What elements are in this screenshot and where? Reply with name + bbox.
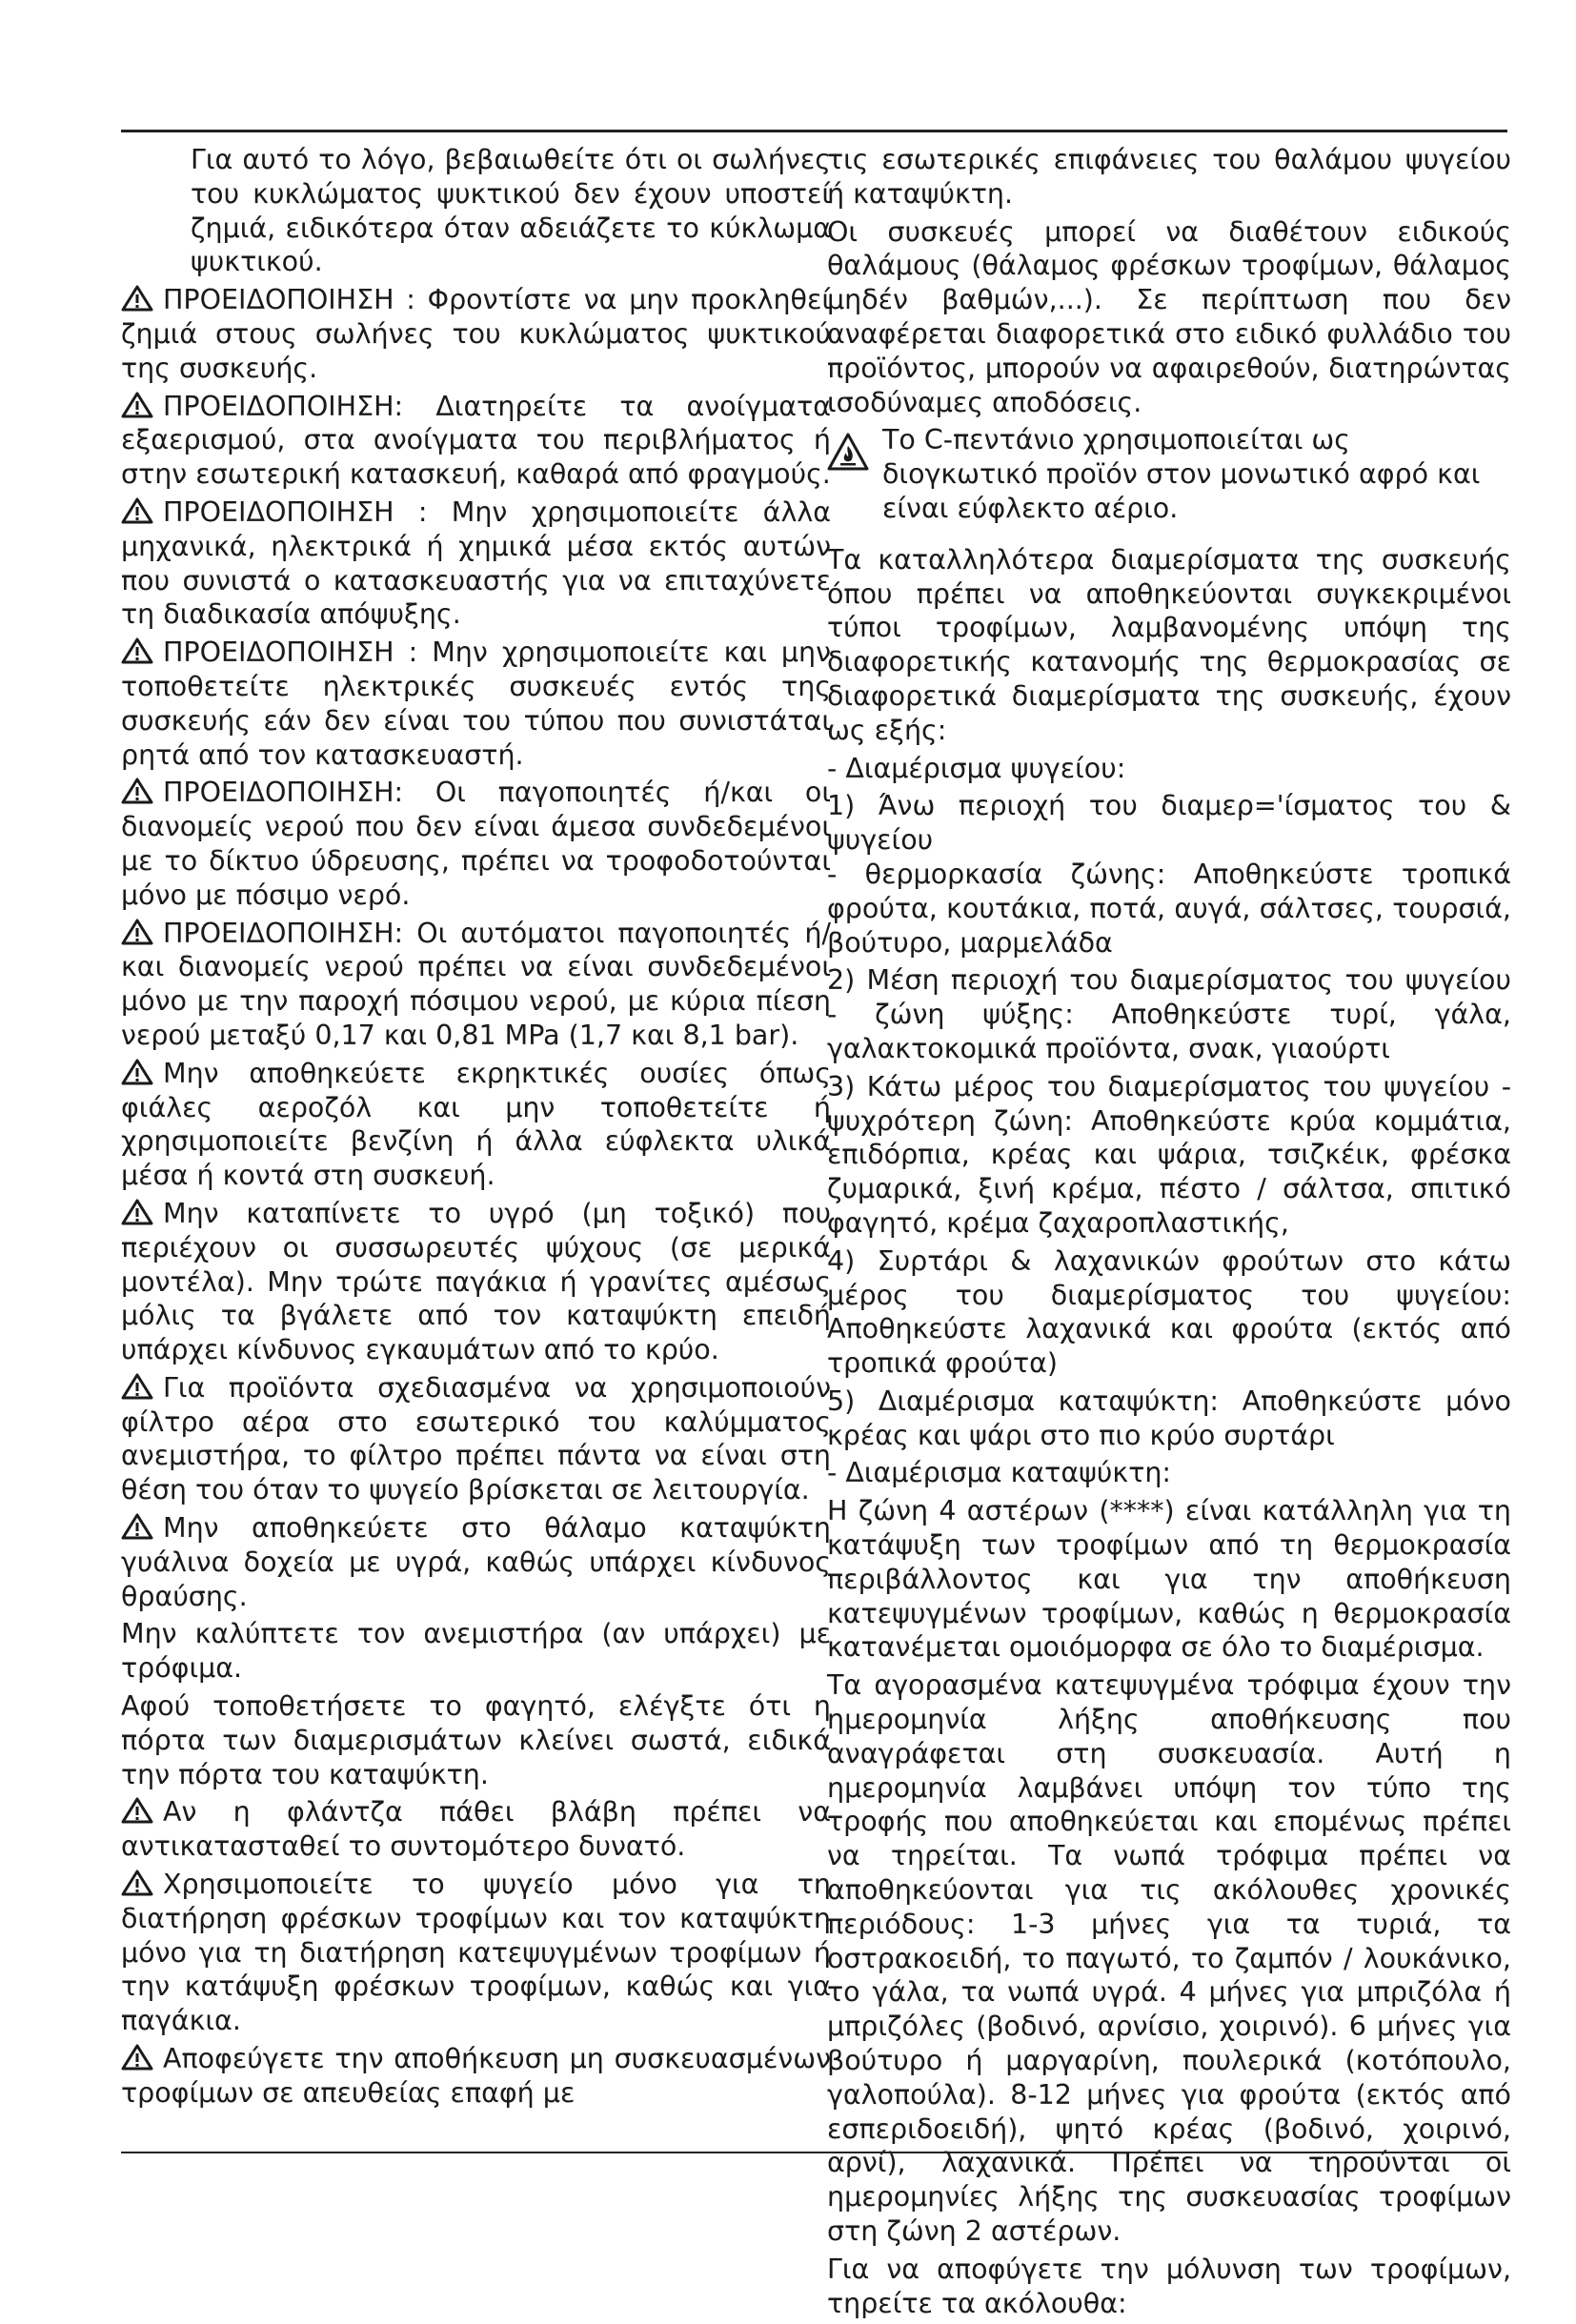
warning-paragraph: ΠΡΟΕΙΔΟΠΟΙΗΣΗ : Μην χρησιμοποιείτε άλλα μηχανικά, ηλεκτρικά ή χημικά μέσα εκτός αυτών που συνιστά ο κατασκευαστής για να επιταχύνετε τη διαδικασία απόψυξης. [121,495,831,631]
warning-icon [121,1797,153,1824]
flammable-warning-icon [827,433,869,471]
warning-paragraph: Χρησιμοποιείτε το ψυγείο μόνο για τη διατήρηση φρέσκων τροφίμων και τον καταψύκτη μόνο για τη διατήρηση κατεψυγμένων τροφίμων ή την κατάψυξη φρέσκων τροφίμων, καθώς και για παγάκια. [121,1869,831,2037]
zone-3-text: 3) Κάτω μέρος του διαμερίσματος του ψυγείου - ψυχρότερη ζώνη: Αποθηκεύστε κρύα κομμάτια, επιδόρπια, κρέας και ψάρια, τσιζκέικ, φρέσκα ζυμαρικά, ξινή κρέμα, πέστο / σάλτσα, σπιτικό φαγητό, κρέμα ζαχαροπλαστικής, [827,1070,1511,1239]
paragraph: Αφού τοποθετήσετε το φαγητό, ελέγξτε ότι η πόρτα των διαμερισμάτων κλείνει σωστά, ειδικά την πόρτα του καταψύκτη. [121,1690,831,1790]
warning-icon [121,1059,153,1085]
warning-icon [121,1373,153,1400]
warning-icon [121,392,153,418]
warning-paragraph: Για προϊόντα σχεδιασμένα να χρησιμοποιούν φίλτρο αέρα στο εσωτερικό του καλύμματος ανεμιστήρα, το φίλτρο πρέπει πάντα να είναι στη θέση του όταν το ψυγείο βρίσκεται σε λειτουργία. [121,1371,831,1506]
paragraph: Για αυτό το λόγο, βεβαιωθείτε ότι οι σωλήνες του κυκλώματος ψυκτικού δεν έχουν υποστεί ζημιά, ειδικότερα όταν αδειάζετε το κύκλωμα ψυκτικού. [191,144,831,278]
warning-icon [121,2044,153,2071]
warning-paragraph: Μην αποθηκεύετε εκρηκτικές ουσίες όπως φιάλες αεροζόλ και μην τοποθετείτε ή χρησιμοποιείτε βενζίνη ή άλλα εύφλεκτα υλικά μέσα ή κοντά στη συσκευή. [121,1057,831,1192]
zone-5-text: 5) Διαμέρισμα καταψύκτη: Αποθηκεύστε μόνο κρέας και ψάρι στο πιο κρύο συρτάρι [827,1384,1511,1451]
flammable-note [827,423,1511,525]
bottom-rule [121,2152,1507,2153]
paragraph: Μην καλύπτετε τον ανεμιστήρα (αν υπάρχει) με τρόφιμα. [121,1618,831,1685]
warning-icon [121,497,153,524]
paragraph: Τα αγορασμένα κατεψυγμένα τρόφιμα έχουν την ημερομηνία λήξης αποθήκευσης που αναγράφεται στη συσκευασία. Αυτή η ημερομηνία λαμβάνει υπόψη τον τύπο της τροφής που αποθηκεύεται και επομένως πρέπει να τηρείται. Τα νωπά τρόφιμα πρέπει να αποθηκεύονται για τις ακόλουθες χρονικές περιόδους: 1-3 μήνες για τα τυριά, τα οστρακοειδή, το παγωτό, το ζαμπόν / λουκάνικο, το γάλα, τα νωπά υγρά. 4 μήνες για μπριζόλα ή μπριζόλες (βοδινό, αρνίσιο, χοιρινό). 6 μήνες για βούτυρο ή μαργαρίνη, πουλερικά (κοτόπουλο, γαλοπούλα). 8-12 μήνες για φρούτα (εκτός από εσπεριδοειδή), ψητό κρέας (βοδινό, χοιρινό, αρνί), λαχανικά. Πρέπει να τηρούνται οι ημερομηνίες λήξης της συσκευασίας τροφίμων στη ζώνη 2 αστέρων. [827,1669,1511,2248]
top-rule [121,130,1507,132]
paragraph: τις εσωτερικές επιφάνειες του θαλάμου ψυγείου ή καταψύκτη. [827,144,1511,210]
warning-icon [121,637,153,664]
warning-icon [121,285,153,312]
warning-paragraph: ΠΡΟΕΙΔΟΠΟΙΗΣΗ: Οι αυτόματοι παγοποιητές ή/και διανομείς νερού πρέπει να είναι συνδεδεμένοι μόνο με την παροχή πόσιμου νερού, με κύρια πίεση νερού μεταξύ 0,17 και 0,81 MPa (1,7 και 8,1 bar). [121,917,831,1051]
paragraph: Για να αποφύγετε την μόλυνση των τροφίμων, τηρείτε τα ακόλουθα: [827,2253,1511,2319]
fridge-heading: - Διαμέρισμα ψυγείου: [827,752,1126,784]
warning-paragraph: Μην καταπίνετε το υγρό (μη τοξικό) που περιέχουν οι συσσωρευτές ψύχους (σε μερικά μοντέλα). Μην τρώτε παγάκια ή γρανίτες αμέσως μόλις τα βγάλετε από τον καταψύκτη επειδή υπάρχει κίνδυνος εγκαυμάτων από το κρύο. [121,1197,831,1366]
warning-icon [121,1199,153,1225]
warning-paragraph: Μην αποθηκεύετε στο θάλαμο καταψύκτη γυάλινα δοχεία με υγρά, καθώς υπάρχει κίνδυνος θραύσης. [121,1512,831,1612]
paragraph: Η ζώνη 4 αστέρων (****) είναι κατάλληλη για τη κατάψυξη των τροφίμων από τη θερμοκρασία περιβάλλοντος και για την αποθήκευση κατεψυγμένων τροφίμων, καθώς η θερμοκρασία κατανέμεται ομοιόμορφα σε όλο το διαμέρισμα. [827,1495,1511,1664]
zone-2-text: 2) Μέση περιοχή του διαμερίσματος του ψυγείου - ζώνη ψύξης: Αποθηκεύστε τυρί, γάλα, γαλακτοκομικά προϊόντα, σνακ, γιαούρτι [827,964,1511,1064]
freezer-heading: - Διαμέρισμα καταψύκτη: [827,1457,1172,1489]
warning-icon [121,1513,153,1540]
zone-1-text: - θερμορκασία ζώνης: Αποθηκεύστε τροπικά φρούτα, κουτάκια, ποτά, αυγά, σάλτσες, τουρσιά, βούτυρο, μαρμελάδα [827,858,1511,959]
warning-paragraph: ΠΡΟΕΙΔΟΠΟΙΗΣΗ : Μην χρησιμοποιείτε και μην τοποθετείτε ηλεκτρικές συσκευές εντός της συσκευής εάν δεν είναι του τύπου που συνιστάται ρητά από τον κατασκευαστή. [121,637,831,771]
warning-paragraph: ΠΡΟΕΙΔΟΠΟΙΗΣΗ : Φροντίστε να μην προκληθεί ζημιά στους σωλήνες του κυκλώματος ψυκτικού της συσκευής. [121,284,831,384]
spacer [827,530,1511,543]
warning-paragraph: ΠΡΟΕΙΔΟΠΟΙΗΣΗ: Οι παγοποιητές ή/και οι διανομείς νερού που δεν είναι άμεσα συνδεδεμένοι με το δίκτυο ύδρευσης, πρέπει να τροφοδοτούνται μόνο με πόσιμο νερό. [121,777,831,911]
warning-paragraph: Αποφεύγετε την αποθήκευση μη συσκευασμένων τροφίμων σε απευθείας επαφή με [121,2043,831,2109]
flammable-note-text: Το C-πεντάνιο χρησιμοποιείται ως διογκωτικό προϊόν στον μονωτικό αφρό και είναι εύφλεκτο αέριο. [882,424,1481,524]
warning-icon [121,919,153,945]
zone-4-text: 4) Συρτάρι & λαχανικών φρούτων στο κάτω μέρος του διαμερίσματος του ψυγείου: Αποθηκεύστε λαχανικά και φρούτα (εκτός από τροπικά φρούτα) [827,1244,1511,1380]
right-column [827,143,1511,2324]
warning-icon [121,778,153,804]
left-column [121,143,831,2114]
warning-paragraph: ΠΡΟΕΙΔΟΠΟΙΗΣΗ: Διατηρείτε τα ανοίγματα εξαερισμού, στα ανοίγματα του περιβλήματος ή στην εσωτερική κατασκευή, καθαρά από φραγμούς. [121,390,831,491]
paragraph: Τα καταλληλότερα διαμερίσματα της συσκευής όπου πρέπει να αποθηκεύονται συγκεκριμένοι τύποι τροφίμων, λαμβανομένης υπόψη της διαφορετικής κατανομής της θερμοκρασίας σε διαφορετικά διαμερίσματα της συσκευής, έχουν ως εξής: [827,543,1511,746]
warning-icon [121,1869,153,1896]
paragraph: Οι συσκευές μπορεί να διαθέτουν ειδικούς θαλάμους (θάλαμος φρέσκων τροφίμων, θάλαμος μηδέν βαθμών,...). Σε περίπτωση που δεν αναφέρεται διαφορετικά στο ειδικό φυλλάδιο του προϊόντος, μπορούν να αφαιρεθούν, διατηρώντας ισοδύναμες αποδόσεις. [827,215,1511,418]
warning-paragraph: Αν η φλάντζα πάθει βλάβη πρέπει να αντικατασταθεί το συντομότερο δυνατό. [121,1796,831,1863]
zone-1-heading: 1) Άνω περιοχή του διαμερ='ίσματος του & ψυγείου [827,790,1511,857]
